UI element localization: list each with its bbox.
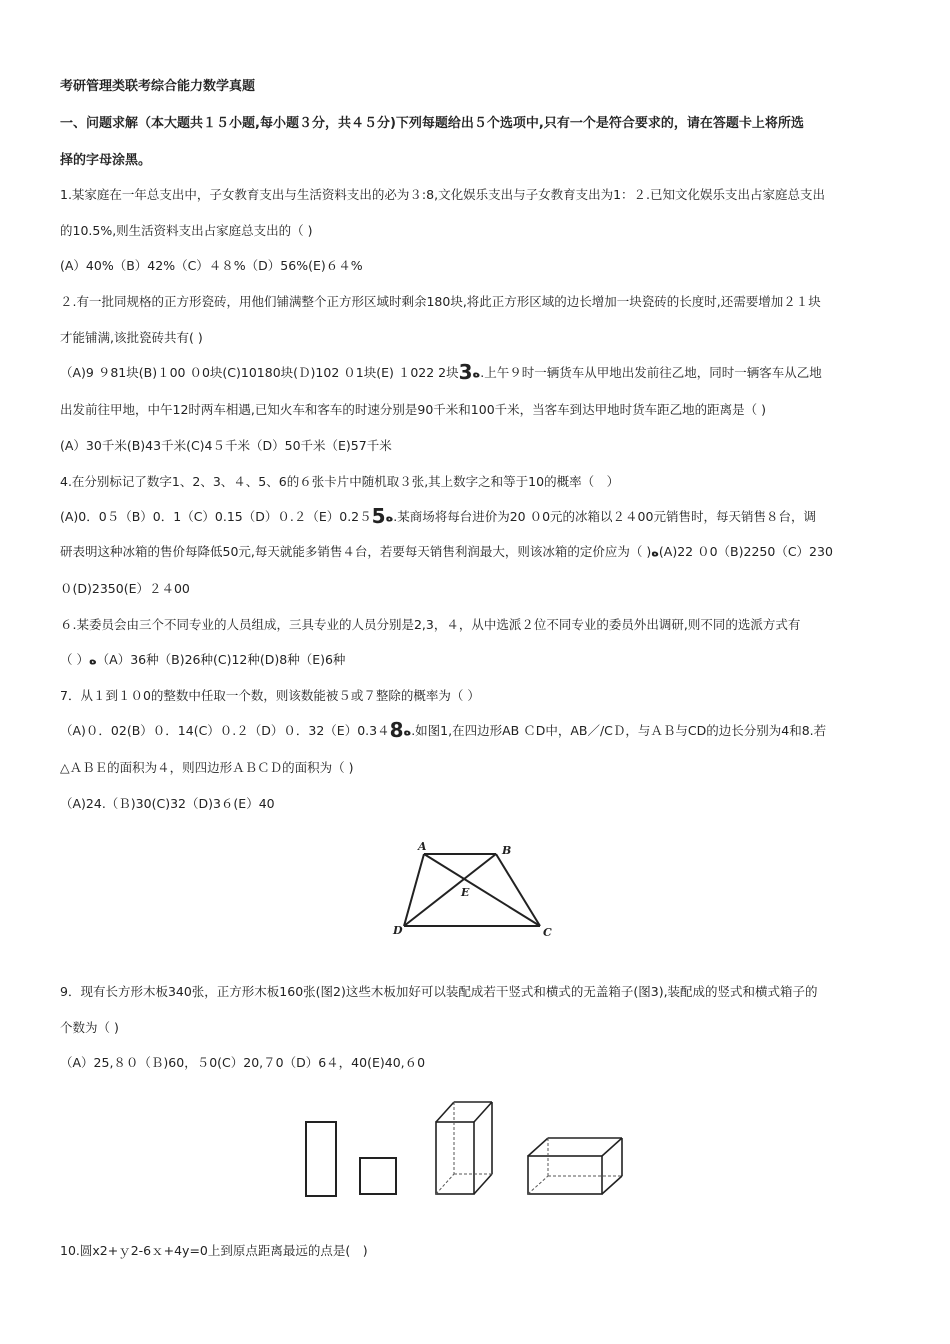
label-c: C	[543, 926, 552, 939]
q3-number: 3	[458, 360, 473, 384]
q4-text: 4.在分别标记了数字1、2、3、４、5、6的６张卡片中随机取３张,其上数字之和等于10的概率（ ）	[60, 474, 620, 489]
q2-text: ２.有一批同规格的正方形瓷砖，用他们铺满整个正方形区域时剩余180块,将此正方形区域的边长增加一块瓷砖的长度时,还需要增加２１块	[60, 294, 821, 309]
q6-options: （A）36种（B)26种(C)12种(D)8种（E)6种	[96, 652, 346, 667]
edge-da	[404, 854, 424, 926]
section-header: 一、问题求解（本大题共１５小题,每小题３分，共４５分)下列每题给出５个选项中,只有一个是符合要求的，请在答题卡上将所选	[60, 116, 804, 131]
q2-options: （A)9 ９81块(B)１00 ０0块(C)10180块(Ｄ)102 ０1块(E) １022 2块	[60, 365, 459, 380]
q5-text-b: 研表明这种冰箱的售价每降低50元,每天就能多销售４台，若要每天销售利润最大，则该冰箱的定价应为（ )	[60, 544, 652, 559]
square-board	[360, 1158, 396, 1194]
doc-title: 考研管理类联考综合能力数学真题	[60, 79, 256, 94]
horizontal-box	[528, 1138, 622, 1194]
q8-options: （A)24.（Ｂ)30(C)32（D)3６(E）40	[60, 796, 275, 811]
q8-text: .如图1,在四边形AB ＣD中，AB／/CＤ，与ＡＢ与CD的边长分别为4和8.若	[411, 723, 827, 738]
label-a: A	[418, 840, 427, 853]
q4-options-q5-start	[60, 504, 894, 528]
q8-text-cont: △ＡＢＥ的面积为４，则四边形ＡＢＣＤ的面积为（ )	[60, 760, 354, 775]
q8-number: 8	[389, 718, 404, 742]
q7-text: 7．从１到１０0的整数中任取一个数，则该数能被５或７整除的概率为（ ）	[60, 688, 480, 703]
q5-text-cont	[60, 544, 894, 561]
q4-options: (A)0．0５（B）0．1（C）0.15（D）０.２（E）0.2５	[60, 509, 372, 524]
vertical-box	[436, 1102, 492, 1194]
edge-bc	[496, 854, 540, 926]
section-header-cont: 择的字母涂黑。	[60, 153, 152, 168]
q5-options: (A)22 ０0（B)2250（C）230	[658, 544, 833, 559]
label-d: D	[393, 924, 403, 937]
q10-text: 10.圆x2+ｙ2-6ｘ+4y=0上到原点距离最远的点是( )	[60, 1243, 368, 1258]
q6-symbol: ه	[88, 653, 97, 668]
q3-text: .上午９时一辆货车从甲地出发前往乙地，同时一辆客车从乙地	[480, 365, 822, 380]
q5-text: .某商场将每台进价为20 ０0元的冰箱以２４00元销售时，每天销售８台，调	[393, 509, 816, 524]
q3-options: (A）30千米(B)43千米(C)4５千米（D）50千米（E)57千米	[60, 438, 392, 453]
q6-paren: （ ）	[60, 652, 89, 667]
q8-symbol: ه	[403, 724, 412, 739]
label-e: E	[461, 886, 470, 899]
q5-symbol-2: ه	[651, 545, 659, 560]
q2-text-cont: 才能铺满,该批瓷砖共有( )	[60, 330, 203, 345]
q9-text-cont: 个数为（ )	[60, 1020, 119, 1035]
q1-options: (A）40%（B）42%（C）４８%（D）56%(E)６４%	[60, 258, 363, 273]
q7-options: （A)０．02(B）０．14(C）０.２（D）０．32（E）0.3４	[60, 723, 390, 738]
figure-2-3-boxes	[296, 1092, 642, 1206]
figure-1-trapezoid	[388, 838, 558, 942]
q5-number: 5	[371, 504, 386, 528]
q2-options-q3-start	[60, 360, 894, 384]
q9-options: （A）25,８０（Ｂ)60，５0(C）20,７0（D）6４，40(E)40,６0	[60, 1055, 426, 1070]
q5-options-cont: ０(D)2350(E）２４00	[60, 581, 190, 596]
q9-text: 9．现有长方形木板340张，正方形木板160张(图2)这些木板加好可以装配成若干竖式和横式的无盖箱子(图3),装配成的竖式和横式箱子的	[60, 984, 818, 999]
q6-text: ６.某委员会由三个不同专业的人员组成，三具专业的人员分别是2,3，４，从中选派２位不同专业的委员外出调研,则不同的选派方式有	[60, 617, 801, 632]
q6-text-cont	[60, 652, 894, 669]
rectangular-board	[306, 1122, 336, 1196]
q7-options-q8-start	[60, 718, 894, 742]
q3-text-cont: 出发前往甲地，中午12时两车相遇,已知火车和客车的时速分别是90千米和100千米，当客车到达甲地时货车距乙地的距离是（ )	[60, 402, 766, 417]
q1-text: 1.某家庭在一年总支出中，子女教育支出与生活资料支出的必为３:8,文化娱乐支出与子女教育支出为1：２.已知文化娱乐支出占家庭总支出	[60, 187, 825, 202]
q3-symbol: ه	[472, 366, 481, 381]
q1-text-cont: 的10.5%,则生活资料支出占家庭总支出的（ )	[60, 223, 313, 238]
q5-symbol: ه	[385, 510, 394, 525]
label-b: B	[502, 844, 512, 857]
